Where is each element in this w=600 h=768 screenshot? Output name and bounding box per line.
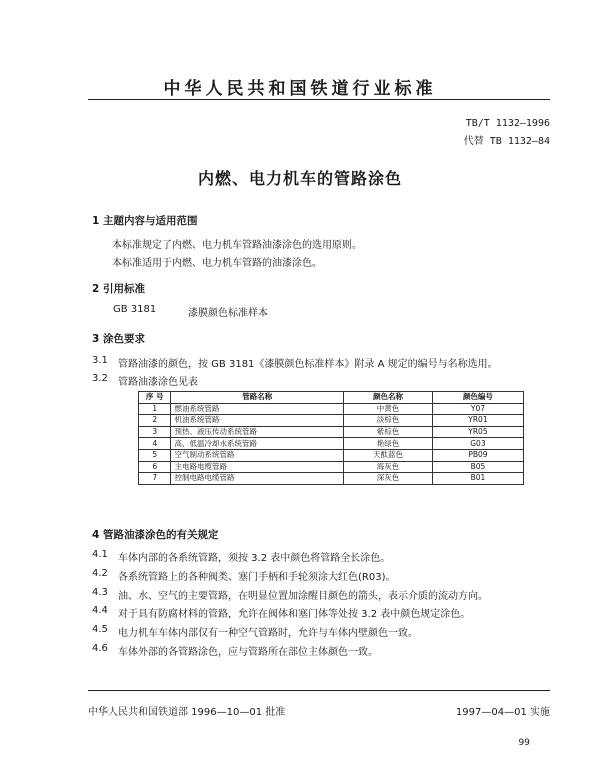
cell-serial-number: 7 <box>139 473 171 485</box>
table-row <box>139 473 524 485</box>
item-3-2-text: 管路油漆涂色见表 <box>118 377 198 388</box>
item-4-3-text: 油、水、空气的主要管路，在明显位置加涂醒目颜色的箭头，表示介质的流动方向。 <box>118 591 488 602</box>
item-4-6-number: 4.6 <box>92 643 108 654</box>
item-4-3-number: 4.3 <box>92 587 108 598</box>
cell-color-name: 中黄色 <box>344 403 433 415</box>
cell-color-name: 海灰色 <box>344 461 433 473</box>
cell-color-name: 紫棕色 <box>344 426 433 438</box>
cell-serial-number: 2 <box>139 415 171 427</box>
item-3-1-text: 管路油漆的颜色，按 GB 3181《漆膜颜色标准样本》附录 A 规定的编号与名称选用。 <box>118 359 498 370</box>
cell-color-code: YR01 <box>432 415 523 427</box>
item-3-2-number: 3.2 <box>92 373 108 384</box>
item-4-2-number: 4.2 <box>92 568 108 579</box>
cell-serial-number: 6 <box>139 461 171 473</box>
replaces-code: 代替 TB 1132—84 <box>463 136 550 147</box>
table-row <box>139 415 524 427</box>
cell-color-code: YR05 <box>432 426 523 438</box>
reference-title: 漆膜颜色标准样本 <box>188 308 268 319</box>
cell-serial-number: 1 <box>139 403 171 415</box>
cell-color-code: B01 <box>432 473 523 485</box>
cell-pipe-name: 空气制动系统管路 <box>171 449 344 461</box>
section-1-heading: 1 主题内容与适用范围 <box>92 215 198 227</box>
approval-statement: 中华人民共和国铁道部 1996—10—01 批准 <box>88 707 286 718</box>
item-3-1-number: 3.1 <box>92 355 108 366</box>
footer-divider <box>88 690 550 691</box>
table-row <box>139 403 524 415</box>
header-divider <box>88 99 550 100</box>
item-4-6-text: 车体外部的各管路涂色，应与管路所在部位主体颜色一致。 <box>118 647 378 658</box>
table-row <box>139 461 524 473</box>
cell-serial-number: 5 <box>139 449 171 461</box>
section-3-heading: 3 涂色要求 <box>92 333 145 345</box>
header-serial-number: 序 号 <box>139 392 171 404</box>
section-1-paragraph-1: 本标准规定了内燃、电力机车管路油漆涂色的选用原则。 <box>112 240 362 251</box>
cell-color-code: PB09 <box>432 449 523 461</box>
item-4-2-text: 各系统管路上的各种阀类、塞门手柄和手轮须涂大红色(R03)。 <box>118 572 396 583</box>
cell-color-name: 天酞蓝色 <box>344 449 433 461</box>
section-2-heading: 2 引用标准 <box>92 283 145 295</box>
cell-pipe-name: 预热、液压传动系统管路 <box>171 426 344 438</box>
cell-color-code: G03 <box>432 438 523 450</box>
item-4-5-number: 4.5 <box>92 624 108 635</box>
item-4-4-number: 4.4 <box>92 605 108 616</box>
cell-color-name: 淡棕色 <box>344 415 433 427</box>
item-4-1-text: 车体内部的各系统管路，须按 3.2 表中颜色将管路全长涂色。 <box>118 553 391 564</box>
reference-code: GB 3181 <box>113 304 157 315</box>
cell-color-name: 深灰色 <box>344 473 433 485</box>
cell-pipe-name: 控制电路电缆管路 <box>171 473 344 485</box>
cell-pipe-name: 机油系统管路 <box>171 415 344 427</box>
section-1-paragraph-2: 本标准适用于内燃、电力机车管路的油漆涂色。 <box>112 258 322 269</box>
table-header-row <box>139 392 524 404</box>
cell-color-code: Y07 <box>432 403 523 415</box>
cell-color-code: B05 <box>432 461 523 473</box>
header-pipe-name: 管路名称 <box>171 392 344 404</box>
item-4-1-number: 4.1 <box>92 549 108 560</box>
header-color-name: 颜色名称 <box>344 392 433 404</box>
issuing-body-title: 中华人民共和国铁道行业标准 <box>163 79 437 99</box>
document-title: 内燃、电力机车的管路涂色 <box>197 169 402 188</box>
cell-pipe-name: 燃油系统管路 <box>171 403 344 415</box>
table-row <box>139 438 524 450</box>
table-row <box>139 426 524 438</box>
cell-serial-number: 3 <box>139 426 171 438</box>
cell-serial-number: 4 <box>139 438 171 450</box>
standard-code: TB/T 1132—1996 <box>465 118 550 129</box>
cell-pipe-name: 高、低温冷却水系统管路 <box>171 438 344 450</box>
header-color-code: 颜色编号 <box>432 392 523 404</box>
cell-pipe-name: 主电路电缆管路 <box>171 461 344 473</box>
page-number: 99 <box>518 738 530 748</box>
implementation-date: 1997—04—01 实施 <box>455 707 550 718</box>
table-row <box>139 449 524 461</box>
cell-color-name: 艳绿色 <box>344 438 433 450</box>
pipe-color-table <box>138 391 524 485</box>
section-4-heading: 4 管路油漆涂色的有关规定 <box>92 529 219 541</box>
item-4-4-text: 对于具有防腐材料的管路，允许在阀体和塞门体等处按 3.2 表中颜色规定涂色。 <box>118 609 471 620</box>
item-4-5-text: 电力机车车体内部仅有一种空气管路时，允许与车体内壁颜色一致。 <box>118 628 418 639</box>
